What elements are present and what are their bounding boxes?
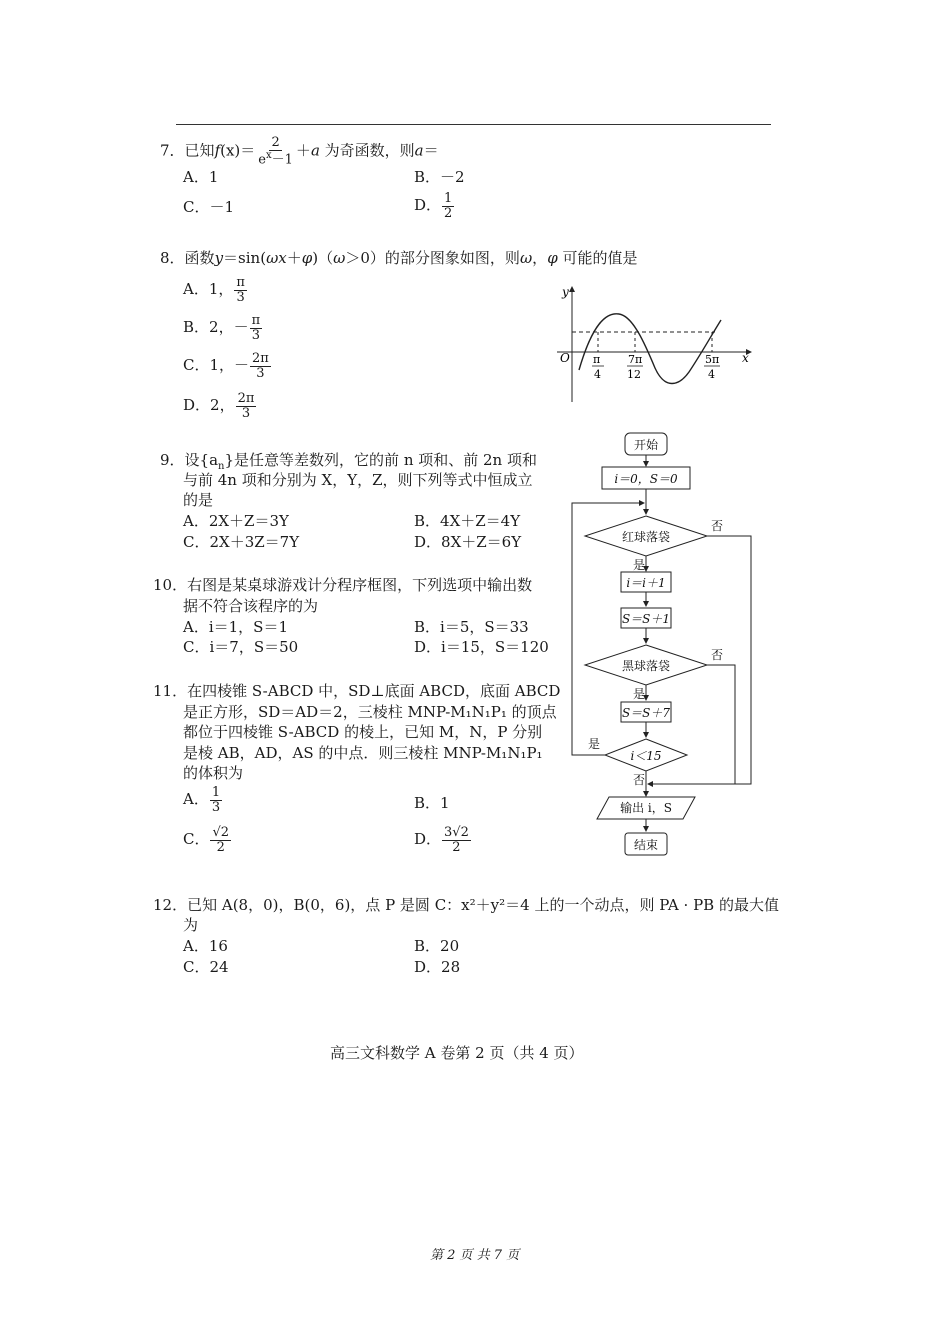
q9-option-c: C．2X＋3Z＝7Y [183,533,300,551]
q8-option-a: A．1， $\frac{\pi}{3}$ [183,275,245,305]
q12-option-c: C．24 [183,958,229,976]
q10-line2: 据不符合该程序的为 [183,597,319,615]
tick-label-7pi12-num: 7π [628,353,643,366]
q10-option-b: B．i＝5，S＝33 [414,618,529,636]
q7-option-a: A．1 [183,168,219,186]
q10-option-c: C．i＝7，S＝50 [183,638,299,656]
q8-sine-graph [555,282,760,407]
page-number: 第 2 页 共 7 页 [430,1248,520,1263]
q12-option-d: D．28 [414,958,461,976]
flow-output-label: 输出 i，S [620,801,672,815]
flow-yes1-label: 是 [632,558,646,572]
header-rule [176,124,771,125]
q11-option-c: C． $\frac{√2}{2}$ [183,825,230,855]
q11-option-d: D． $\frac{3√2}{2}$ [414,825,469,855]
q8-option-d: D．2， $\frac{2\pi}{3}$ [183,391,255,421]
flowchart [565,428,760,860]
flow-end-label: 结束 [633,838,659,852]
q12-line2: 为 [183,916,199,934]
flow-no2-label: 否 [710,648,724,662]
q12-line1: 12．已知 A(8，0)，B(0，6)，点 P 是圆 C：x²＋y²＝4 上的一个动点，则 PA · PB 的最大值 [153,896,779,914]
q7-option-c: C．－1 [183,198,235,216]
flow-inc-i-label: i＝i＋1 [626,576,666,590]
tick-label-pi4-num: π [593,353,601,366]
q9-line3: 的是 [183,491,214,509]
q7-option-d: D． $\frac{1}{2}$ [414,191,453,221]
q9-line1: 9．设$\{a_n\}$是任意等差数列，它的前 n 项和、前 2n 项和 [160,451,537,472]
flow-yes3-label: 是 [587,737,601,751]
flow-init-label: i＝0，S＝0 [614,472,678,486]
q7-stem: 7．已知f(x)＝ $\frac{2}{e^x-1}$ ＋a 为奇函数，则a＝ [160,135,439,167]
flow-inc-s1-label: S＝S＋1 [621,612,671,626]
q7-option-b: B．－2 [414,168,465,186]
y-axis-label: y [562,285,569,299]
q9-option-b: B．4X＋Z＝4Y [414,512,521,530]
tick-label-5pi4-num: 5π [705,353,720,366]
q11-option-b: B．1 [414,794,450,812]
flow-cond-label: i＜15 [630,749,662,763]
q11-line3: 都位于四棱锥 S-ABCD 的棱上，已知 M，N，P 分别 [183,723,543,741]
flow-no3-label: 否 [632,773,646,787]
q7-fraction: $\frac{2}{e^x-1}$ [258,135,293,167]
q11-line2: 是正方形，SD＝AD＝2，三棱柱 MNP-M₁N₁P₁ 的顶点 [183,703,557,721]
q9-option-a: A．2X＋Z＝3Y [183,512,289,530]
q11-line4: 是棱 AB，AD，AS 的中点．则三棱柱 MNP-M₁N₁P₁ [183,744,543,762]
q10-option-d: D．i＝15，S＝120 [414,638,549,656]
exam-footer: 高三文科数学 A 卷第 2 页（共 4 页） [330,1044,584,1062]
origin-label: O [560,351,570,365]
flow-red-label: 红球落袋 [621,530,671,544]
flow-start-label: 开始 [633,438,659,452]
q8-option-c: C．1，－ $\frac{2\pi}{3}$ [183,351,269,381]
q9-line2: 与前 4n 项和分别为 X，Y，Z，则下列等式中恒成立 [183,471,533,489]
q10-option-a: A．i＝1，S＝1 [183,618,288,636]
q9-option-d: D．8X＋Z＝6Y [414,533,522,551]
flow-yes2-label: 是 [632,687,646,701]
q11-line5: 的体积为 [183,764,244,782]
q12-option-a: A．16 [183,937,228,955]
flow-black-label: 黑球落袋 [621,659,671,673]
q12-option-b: B．20 [414,937,460,955]
q8-stem: 8．函数y＝sin(ωx＋φ)（ω＞0）的部分图象如图，则ω，φ 可能的值是 [160,249,638,267]
tick-label-pi4-den: 4 [594,368,601,381]
tick-label-5pi4-den: 4 [708,368,715,381]
flow-inc-s7-label: S＝S＋7 [621,706,671,720]
q11-option-a: A． $\frac{1}{3}$ [183,785,221,815]
q8-option-b: B．2，－ $\frac{\pi}{3}$ [183,313,261,343]
tick-label-7pi12-den: 12 [627,368,641,381]
x-axis-label: x [742,351,749,365]
tick-labels [592,353,720,381]
flow-no1-label: 否 [710,519,724,533]
q11-line1: 11．在四棱锥 S-ABCD 中，SD⊥底面 ABCD，底面 ABCD [153,682,561,700]
q10-line1: 10．右图是某桌球游戏计分程序框图，下列选项中输出数 [153,576,533,594]
